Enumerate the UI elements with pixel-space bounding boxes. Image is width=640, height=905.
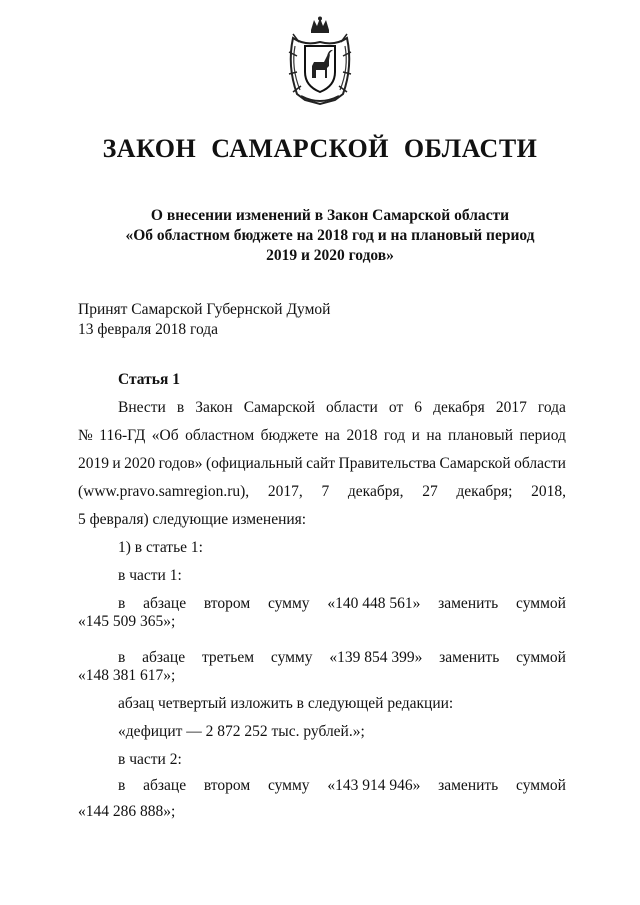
word: в [118, 595, 126, 612]
adoption-info [78, 300, 330, 340]
word: заменить [438, 777, 499, 794]
word: суммой [516, 649, 566, 666]
word: областном [185, 427, 255, 444]
word: сумму [267, 777, 310, 794]
amendment-line: абзац четвертый изложить в следующей редакции: [118, 695, 454, 712]
word: в [118, 777, 126, 794]
subtitle-line: «Об областном бюджете на 2018 год и на плановый период [125, 227, 535, 244]
part-line: в части 1: [118, 567, 182, 584]
word: втором [203, 595, 251, 612]
word: и [411, 427, 420, 444]
word: 2018 [346, 427, 378, 444]
word: Правительства [338, 455, 437, 472]
word: декабря [433, 399, 485, 416]
word: 116-ГД [99, 427, 146, 444]
word: 2017, [267, 483, 303, 500]
word: 2019 [78, 455, 109, 472]
item-line: 1) в статье 1: [118, 539, 203, 556]
word: бюджете [260, 427, 319, 444]
part-line: в части 2: [118, 751, 182, 768]
word: Закон [195, 399, 233, 416]
word: 27 [422, 483, 438, 500]
word: в [118, 649, 126, 666]
law-title: ЗАКОН САМАРСКОЙ ОБЛАСТИ [102, 134, 538, 163]
word: абзаце [143, 595, 187, 612]
paragraph-line [78, 454, 566, 474]
word: сумму [270, 649, 313, 666]
adoption-body: Принят Самарской Губернской Думой [78, 301, 331, 318]
word: год [383, 427, 406, 444]
word: 7 [321, 483, 330, 500]
adoption-date: 13 февраля 2018 года [78, 321, 219, 338]
word: года [537, 399, 566, 416]
word: плановый [448, 427, 514, 444]
word: «140 448 561» [327, 595, 421, 612]
word: на [324, 427, 340, 444]
word: 6 [414, 399, 423, 416]
word: 2020 [124, 455, 156, 472]
paragraph-line [78, 482, 566, 502]
word: 2017 [495, 399, 527, 416]
word: период [519, 427, 566, 444]
word: № [78, 427, 93, 444]
word: абзаце [142, 649, 186, 666]
deficit-line: «дефицит — 2 872 252 тыс. рублей.»; [118, 723, 365, 740]
word: (www.pravo.samregion.ru), [78, 483, 250, 500]
word: суммой [516, 595, 566, 612]
word: (официальный [205, 455, 303, 472]
article-heading: Статья 1 [118, 371, 180, 388]
word: в [176, 399, 185, 416]
word: заменить [439, 649, 500, 666]
word: годов» [158, 455, 203, 472]
coat-of-arms-icon [283, 16, 357, 106]
word: третьем [201, 649, 255, 666]
word: абзаце [143, 777, 187, 794]
subtitle-line: 2019 и 2020 годов» [266, 247, 394, 264]
paragraph-line: 5 февраля) следующие изменения: [78, 511, 307, 528]
word: и [112, 455, 121, 472]
word: сумму [267, 595, 310, 612]
word: области [514, 455, 566, 472]
word: Самарской [243, 399, 315, 416]
word: «Об [151, 427, 179, 444]
word: декабря; [456, 483, 513, 500]
amendment-line [118, 648, 566, 668]
word: втором [203, 777, 251, 794]
word: сайт [306, 455, 336, 472]
word: декабря, [347, 483, 404, 500]
word: 2018, [531, 483, 566, 500]
word: «139 854 399» [329, 649, 423, 666]
law-subtitle [60, 206, 600, 266]
word: Внести [118, 399, 166, 416]
amendment-value: «145 509 365»; [78, 613, 176, 630]
subtitle-line: О внесении изменений в Закон Самарской области [150, 207, 510, 224]
word: заменить [438, 595, 499, 612]
paragraph-line [78, 426, 566, 446]
word: «143 914 946» [327, 777, 421, 794]
amendment-value: «148 381 617»; [78, 667, 176, 684]
word: на [426, 427, 442, 444]
amendment-line [118, 594, 566, 614]
word: от [388, 399, 404, 416]
word: Самарской [439, 455, 511, 472]
amendment-line [118, 776, 566, 796]
word: области [326, 399, 378, 416]
amendment-value: «144 286 888»; [78, 803, 176, 820]
word: суммой [516, 777, 566, 794]
paragraph-line [118, 398, 566, 418]
